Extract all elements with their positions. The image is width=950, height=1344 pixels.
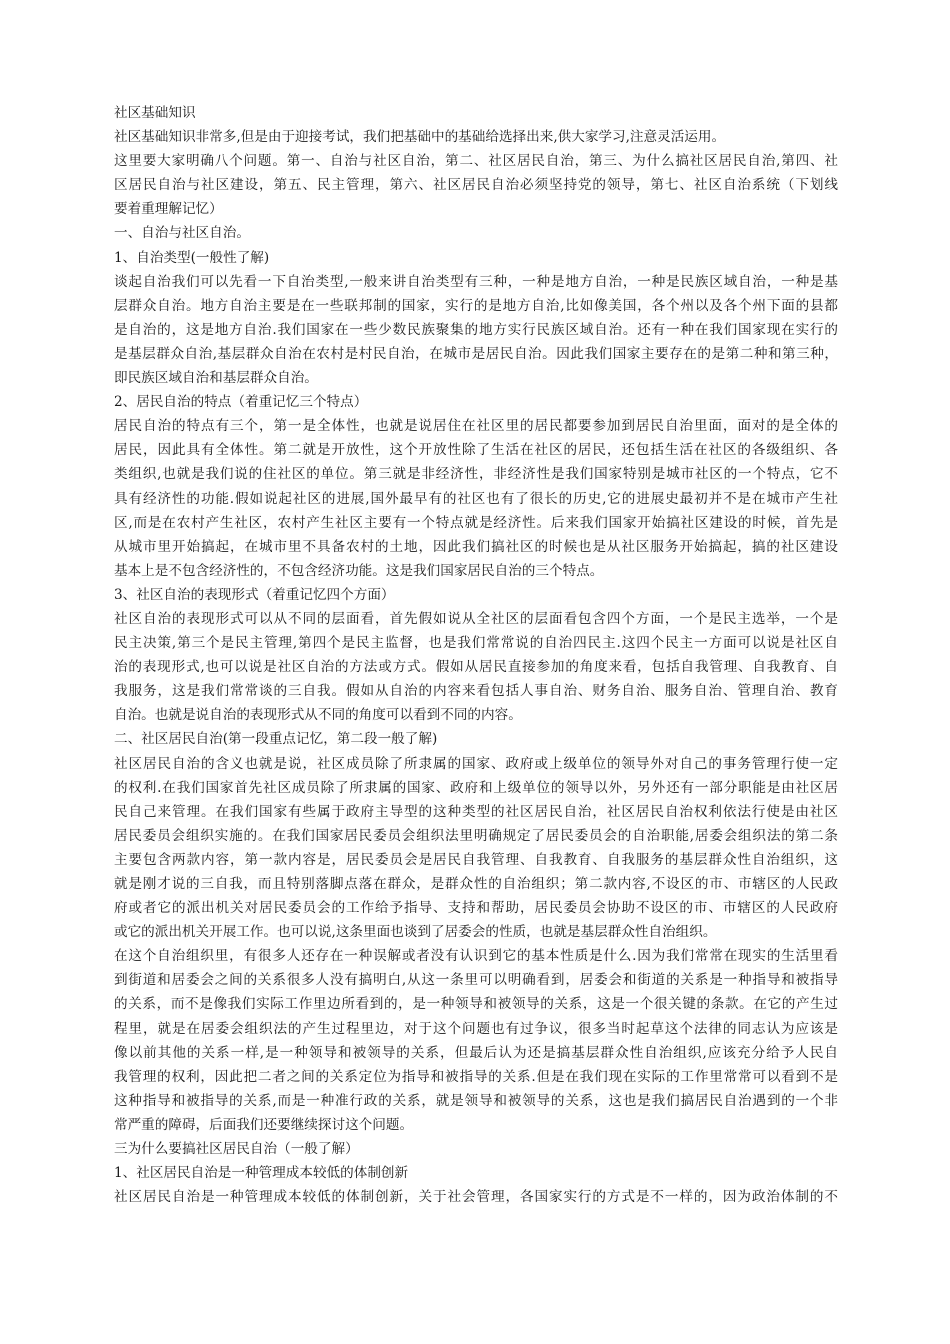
text-line: 主要包含两款内容，第一款内容是，居民委员会是居民自我管理、自我教育、自我服务的基层群众性自治组织，这 — [114, 851, 838, 868]
subsection-heading: 1、自治类型(一般性了解) — [114, 249, 270, 266]
text-line: 的权利.在我们国家首先社区成员除了所隶属的国家、政府和上级单位的领导以外，另外还有一部分职能是由社区居 — [114, 779, 838, 796]
text-line: 区,而是在农村产生社区，农村产生社区主要有一个特点就是经济性。后来我们国家开始搞社区建设的时候，首先是 — [114, 514, 838, 531]
text-line: 社区基础知识非常多,但是由于迎接考试，我们把基础中的基础给选择出来,供大家学习,注意灵活运用。 — [114, 129, 726, 146]
text-line: 社区居民自治的含义也就是说，社区成员除了所隶属的国家、政府或上级单位的领导外对自己的事务管理行使一定 — [114, 755, 838, 772]
text-line: 或它的派出机关开展工作。也可以说,这条里面也谈到了居委会的性质，也就是基层群众性自治组织。 — [114, 924, 717, 941]
text-line: 类组织,也就是我们说的住社区的单位。第三就是非经济性，非经济性是我们国家特别是城市社区的一个特点，它不 — [114, 466, 838, 483]
text-line: 府或者它的派出机关对居民委员会的工作给予指导、支持和帮助，居民委员会协助不设区的市、市辖区的人民政府 — [114, 900, 838, 917]
text-line: 常严重的障碍，后面我们还要继续探讨这个问题。 — [114, 1116, 414, 1133]
text-line: 程里，就是在居委会组织法的产生过程里边，对于这个问题也有过争议，很多当时起草这个法律的同志认为应该是 — [114, 1020, 838, 1037]
text-line: 民自己来管理。在我们国家有些属于政府主导型的这种类型的社区居民自治，社区居民自治权利依法行使是由社区 — [114, 803, 838, 820]
section-heading: 二、社区居民自治(第一段重点记忆，第二段一般了解) — [114, 731, 438, 748]
text-line: 像以前其他的关系一样,是一种领导和被领导的关系，但最后认为还是搞基层群众性自治组织,应该充分给予人民自 — [114, 1044, 838, 1061]
text-line: 基本上是不包含经济性的，不包含经济功能。这是我们国家居民自治的三个特点。 — [114, 562, 604, 579]
text-line: 层群众自治。地方自治主要是在一些联邦制的国家，实行的是地方自治,比如像美国，各个州以及各个州下面的县都 — [114, 297, 838, 314]
text-line: 我服务，这是我们常常谈的三自我。假如从自治的内容来看包括人事自治、财务自治、服务自治、管理自治、教育 — [114, 683, 838, 700]
subsection-heading: 3、社区自治的表现形式（着重记忆四个方面） — [114, 586, 395, 603]
text-line: 是基层群众自治,基层群众自治在农村是村民自治，在城市是居民自治。因此我们国家主要存在的是第二种和第三种， — [114, 345, 838, 362]
text-line: 社区自治的表现形式可以从不同的层面看，首先假如说从全社区的层面看包含四个方面，一个是民主选举，一个是 — [114, 610, 838, 627]
text-line: 是自治的，这是地方自治.我们国家在一些少数民族聚集的地方实行民族区域自治。还有一种在我们国家现在实行的 — [114, 321, 838, 338]
text-line: 具有经济性的功能.假如说起社区的进展,国外最早有的社区也有了很长的历史,它的进展史最初并不是在城市产生社 — [114, 490, 838, 507]
text-line: 居民，因此具有全体性。第二就是开放性，这个开放性除了生活在社区的居民，还包括生活在社区的各级组织、各 — [114, 442, 838, 459]
document-page — [114, 101, 838, 1209]
document-title: 社区基础知识 — [114, 105, 196, 121]
text-line: 即民族区域自治和基层群众自治。 — [114, 370, 318, 387]
text-line: 民主决策,第三个是民主管理,第四个是民主监督，也是我们常常说的自治四民主.这四个民主一方面可以说是社区自 — [114, 635, 838, 652]
text-line: 从城市里开始搞起，在城市里不具备农村的土地，因此我们搞社区的时候也是从社区服务开始搞起，搞的社区建设 — [114, 538, 838, 555]
text-line: 这种指导和被指导的关系,而是一种准行政的关系，就是领导和被领导的关系，这也是我们搞居民自治遇到的一个非 — [114, 1092, 838, 1109]
text-line: 居民委员会组织实施的。在我们国家居民委员会组织法里明确规定了居民委员会的自治职能,居委会组织法的第二条 — [114, 827, 838, 844]
text-line: 这里要大家明确八个问题。第一、自治与社区自治，第二、社区居民自治，第三、为什么搞社区居民自治,第四、社 — [114, 153, 838, 170]
text-line: 居民自治的特点有三个，第一是全体性，也就是说居住在社区里的居民都要参加到居民自治里面，面对的是全体的 — [114, 418, 838, 435]
text-line: 要着重理解记忆） — [114, 201, 223, 218]
section-heading: 一、自治与社区自治。 — [114, 225, 250, 242]
text-line: 到街道和居委会之间的关系很多人没有搞明白,从这一条里可以明确看到，居委会和街道的关系是一种指导和被指导 — [114, 972, 838, 989]
text-line: 我管理的权利，因此把二者之间的关系定位为指导和被指导的关系.但是在我们现在实际的工作里常常可以看到不是 — [114, 1068, 838, 1085]
text-line: 区居民自治与社区建设，第五、民主管理，第六、社区居民自治必须坚持党的领导，第七、社区自治系统（下划线 — [114, 177, 838, 194]
text-line: 的关系，而不是像我们实际工作里边所看到的，是一种领导和被领导的关系，这是一个很关键的条款。在它的产生过 — [114, 996, 838, 1013]
section-heading: 三为什么要搞社区居民自治（一般了解） — [114, 1141, 359, 1158]
text-line: 治的表现形式,也可以说是社区自治的方法或方式。假如从居民直接参加的角度来看，包括自我管理、自我教育、自 — [114, 659, 838, 676]
text-line: 就是刚才说的三自我，而且特别落脚点落在群众，是群众性的自治组织；第二款内容,不设区的市、市辖区的人民政 — [114, 876, 838, 892]
text-line: 在这个自治组织里，有很多人还存在一种误解或者没有认识到它的基本性质是什么.因为我们常常在现实的生活里看 — [114, 948, 838, 965]
text-line: 自治。也就是说自治的表现形式从不同的角度可以看到不同的内容。 — [114, 707, 522, 724]
subsection-heading: 2、居民自治的特点（着重记忆三个特点） — [114, 394, 368, 411]
text-line: 谈起自治我们可以先看一下自治类型,一般来讲自治类型有三种，一种是地方自治，一种是民族区域自治，一种是基 — [114, 273, 838, 290]
subsection-heading: 1、社区居民自治是一种管理成本较低的体制创新 — [114, 1165, 409, 1182]
text-line: 社区居民自治是一种管理成本较低的体制创新，关于社会管理，各国家实行的方式是不一样的，因为政治体制的不 — [114, 1189, 838, 1206]
